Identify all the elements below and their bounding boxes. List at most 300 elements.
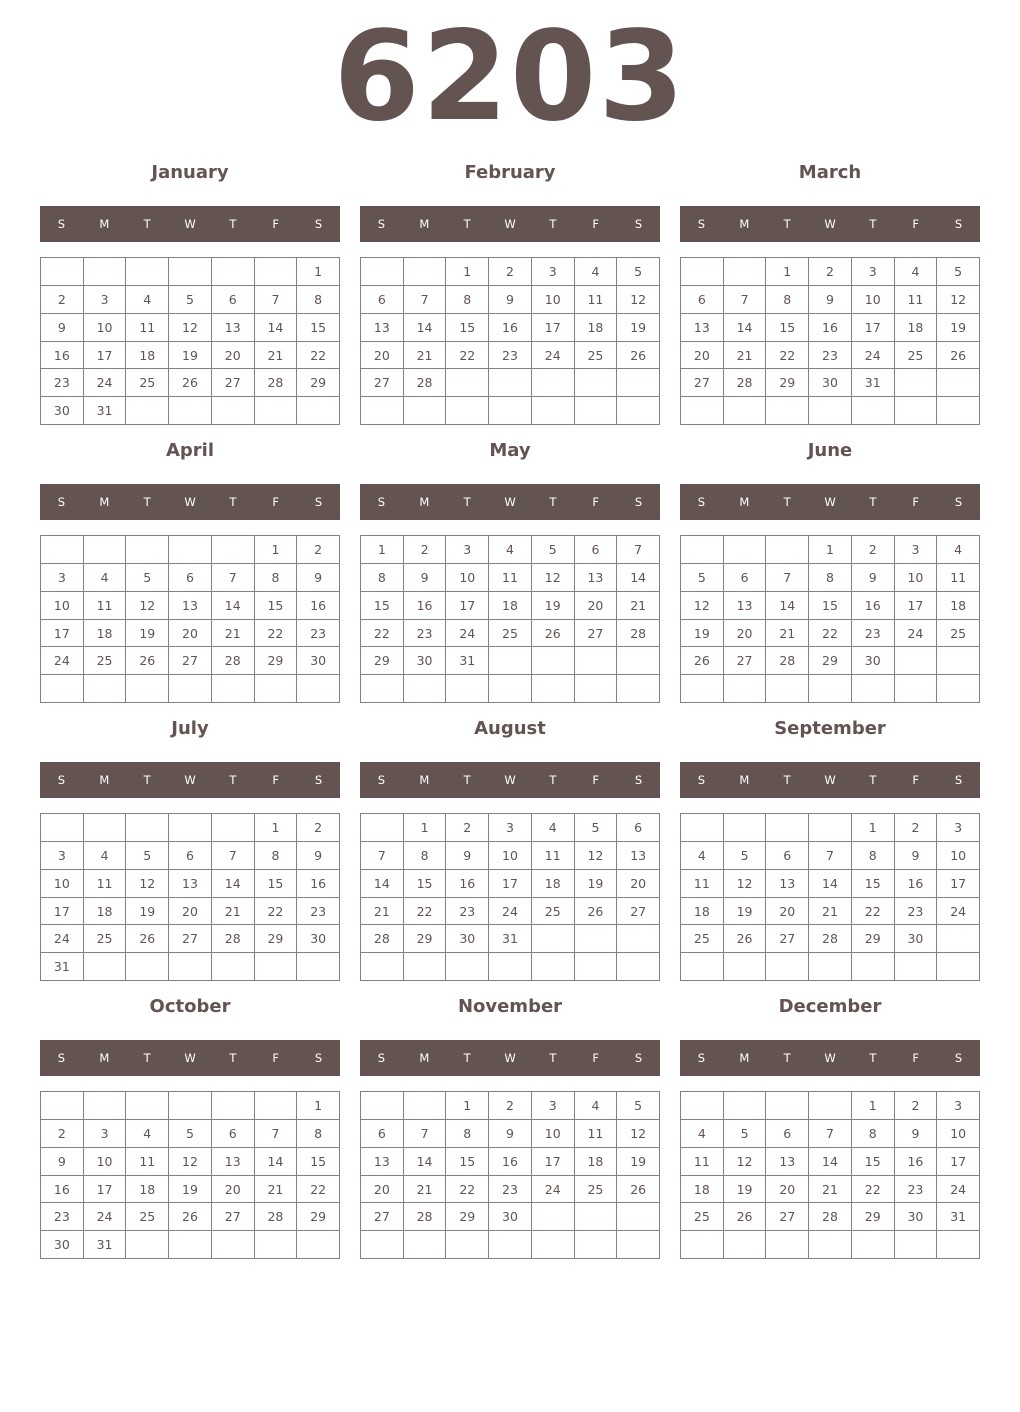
day-cell: 24 <box>84 1203 127 1231</box>
weekday-header <box>360 206 660 242</box>
day-cell: 17 <box>852 314 895 342</box>
day-cell <box>724 1231 767 1259</box>
day-cell: 19 <box>126 620 169 648</box>
day-cell: 6 <box>575 536 618 564</box>
day-cell <box>446 675 489 703</box>
day-cell <box>681 814 724 842</box>
day-cell: 2 <box>41 1120 84 1148</box>
day-cell: 9 <box>489 286 532 314</box>
day-cell: 20 <box>169 898 212 926</box>
day-cell <box>895 953 938 981</box>
day-cell <box>937 953 980 981</box>
weekday-header <box>680 1040 980 1076</box>
weekday-label: T <box>463 1051 471 1065</box>
day-cell: 11 <box>126 1148 169 1176</box>
day-cell: 8 <box>446 286 489 314</box>
days-grid <box>680 813 980 981</box>
weekday-label: S <box>377 495 386 509</box>
weekday-label: W <box>504 1051 516 1065</box>
day-cell: 25 <box>681 1203 724 1231</box>
weekday-label: M <box>99 1051 110 1065</box>
month-name: November <box>457 996 563 1017</box>
day-cell: 25 <box>575 342 618 370</box>
day-cell <box>126 1092 169 1120</box>
day-cell: 9 <box>41 314 84 342</box>
day-cell: 23 <box>489 342 532 370</box>
day-cell: 23 <box>297 898 340 926</box>
day-cell <box>404 675 447 703</box>
weekday-label: S <box>954 1051 963 1065</box>
day-cell: 13 <box>617 842 660 870</box>
day-cell: 14 <box>404 1148 447 1176</box>
weekday-header <box>680 206 980 242</box>
day-cell <box>681 258 724 286</box>
day-cell <box>41 675 84 703</box>
day-cell <box>617 1203 660 1231</box>
day-cell: 13 <box>169 870 212 898</box>
day-cell: 18 <box>532 870 575 898</box>
day-cell: 12 <box>126 870 169 898</box>
day-cell: 12 <box>617 286 660 314</box>
day-cell: 20 <box>361 1176 404 1204</box>
day-cell: 8 <box>404 842 447 870</box>
weekday-label: T <box>229 1051 237 1065</box>
weekday-label: F <box>272 217 280 231</box>
day-cell: 21 <box>404 1176 447 1204</box>
weekday-label: F <box>272 495 280 509</box>
day-cell: 25 <box>575 1176 618 1204</box>
day-cell: 13 <box>361 314 404 342</box>
day-cell: 5 <box>724 1120 767 1148</box>
day-cell: 1 <box>297 258 340 286</box>
weekday-label: S <box>314 1051 323 1065</box>
weekday-label: T <box>463 773 471 787</box>
day-cell: 2 <box>895 1092 938 1120</box>
day-cell: 2 <box>489 258 532 286</box>
day-cell: 13 <box>766 870 809 898</box>
day-cell: 28 <box>809 925 852 953</box>
day-cell <box>361 397 404 425</box>
day-cell: 24 <box>532 1176 575 1204</box>
day-cell: 20 <box>766 1176 809 1204</box>
weekday-label: F <box>912 773 920 787</box>
day-cell <box>532 647 575 675</box>
day-cell <box>169 814 212 842</box>
day-cell: 13 <box>361 1148 404 1176</box>
day-cell: 8 <box>255 564 298 592</box>
day-cell: 22 <box>404 898 447 926</box>
day-cell: 22 <box>361 620 404 648</box>
day-cell <box>255 953 298 981</box>
day-cell: 11 <box>532 842 575 870</box>
day-cell <box>84 258 127 286</box>
day-cell: 27 <box>766 925 809 953</box>
day-cell: 2 <box>297 536 340 564</box>
day-cell: 5 <box>937 258 980 286</box>
day-cell: 5 <box>126 564 169 592</box>
weekday-label: F <box>592 495 600 509</box>
weekday-label: T <box>463 217 471 231</box>
day-cell: 2 <box>895 814 938 842</box>
day-cell <box>766 536 809 564</box>
day-cell: 7 <box>212 842 255 870</box>
day-cell <box>937 675 980 703</box>
day-cell: 5 <box>681 564 724 592</box>
day-cell: 22 <box>446 342 489 370</box>
day-cell: 22 <box>297 1176 340 1204</box>
day-cell <box>169 1092 212 1120</box>
day-cell <box>575 1203 618 1231</box>
day-cell: 14 <box>809 1148 852 1176</box>
day-cell: 15 <box>852 1148 895 1176</box>
day-cell: 10 <box>532 1120 575 1148</box>
day-cell: 23 <box>446 898 489 926</box>
day-cell: 18 <box>575 1148 618 1176</box>
day-cell <box>489 647 532 675</box>
day-cell: 8 <box>852 842 895 870</box>
day-cell <box>84 814 127 842</box>
day-cell: 20 <box>617 870 660 898</box>
day-cell: 12 <box>532 564 575 592</box>
weekday-label: S <box>57 773 66 787</box>
day-cell <box>532 397 575 425</box>
days-grid <box>40 813 340 981</box>
day-cell <box>84 953 127 981</box>
day-cell: 19 <box>617 1148 660 1176</box>
day-cell: 23 <box>895 1176 938 1204</box>
day-cell: 28 <box>212 925 255 953</box>
day-cell <box>724 258 767 286</box>
day-cell <box>446 369 489 397</box>
day-cell <box>532 953 575 981</box>
day-cell <box>489 953 532 981</box>
day-cell <box>404 1231 447 1259</box>
month-name: August <box>474 718 546 739</box>
day-cell: 27 <box>169 925 212 953</box>
day-cell: 9 <box>489 1120 532 1148</box>
day-cell: 13 <box>724 592 767 620</box>
day-cell: 2 <box>404 536 447 564</box>
day-cell: 24 <box>852 342 895 370</box>
day-cell: 29 <box>255 647 298 675</box>
day-cell: 31 <box>937 1203 980 1231</box>
weekday-label: S <box>57 217 66 231</box>
day-cell: 23 <box>404 620 447 648</box>
month-name: January <box>151 162 229 183</box>
day-cell: 21 <box>404 342 447 370</box>
day-cell: 14 <box>255 1148 298 1176</box>
day-cell <box>255 1231 298 1259</box>
day-cell: 15 <box>404 870 447 898</box>
day-cell: 21 <box>724 342 767 370</box>
day-cell: 30 <box>489 1203 532 1231</box>
day-cell: 13 <box>169 592 212 620</box>
weekday-label: M <box>739 1051 750 1065</box>
day-cell: 23 <box>489 1176 532 1204</box>
day-cell: 4 <box>489 536 532 564</box>
day-cell: 6 <box>169 564 212 592</box>
weekday-label: W <box>504 217 516 231</box>
weekday-label: W <box>824 495 836 509</box>
day-cell: 11 <box>489 564 532 592</box>
day-cell: 24 <box>446 620 489 648</box>
day-cell: 28 <box>212 647 255 675</box>
weekday-label: S <box>634 1051 643 1065</box>
day-cell: 15 <box>766 314 809 342</box>
day-cell: 18 <box>937 592 980 620</box>
days-grid <box>40 535 340 703</box>
day-cell <box>766 1231 809 1259</box>
weekday-label: W <box>504 495 516 509</box>
day-cell: 24 <box>895 620 938 648</box>
day-cell: 26 <box>169 369 212 397</box>
day-cell <box>852 953 895 981</box>
day-cell: 28 <box>255 1203 298 1231</box>
day-cell <box>404 258 447 286</box>
day-cell: 24 <box>489 898 532 926</box>
day-cell <box>681 1231 724 1259</box>
day-cell <box>809 1231 852 1259</box>
day-cell <box>404 953 447 981</box>
day-cell: 7 <box>724 286 767 314</box>
day-cell: 26 <box>937 342 980 370</box>
day-cell: 8 <box>852 1120 895 1148</box>
day-cell: 5 <box>724 842 767 870</box>
day-cell: 4 <box>126 286 169 314</box>
month-name: March <box>798 162 862 183</box>
day-cell: 3 <box>84 286 127 314</box>
day-cell: 30 <box>297 647 340 675</box>
day-cell: 1 <box>446 258 489 286</box>
weekday-label: F <box>912 495 920 509</box>
day-cell: 4 <box>532 814 575 842</box>
day-cell: 12 <box>126 592 169 620</box>
day-cell <box>724 814 767 842</box>
day-cell <box>937 925 980 953</box>
month-name: June <box>807 440 853 461</box>
day-cell: 6 <box>724 564 767 592</box>
day-cell <box>895 675 938 703</box>
day-cell: 13 <box>212 314 255 342</box>
day-cell: 7 <box>212 564 255 592</box>
day-cell: 13 <box>575 564 618 592</box>
weekday-label: T <box>783 1051 791 1065</box>
day-cell <box>937 397 980 425</box>
weekday-label: M <box>419 773 430 787</box>
weekday-label: S <box>697 217 706 231</box>
day-cell: 26 <box>169 1203 212 1231</box>
day-cell: 6 <box>361 1120 404 1148</box>
day-cell: 30 <box>404 647 447 675</box>
day-cell <box>489 397 532 425</box>
day-cell: 23 <box>895 898 938 926</box>
day-cell: 11 <box>575 1120 618 1148</box>
day-cell: 29 <box>766 369 809 397</box>
day-cell <box>532 369 575 397</box>
day-cell: 11 <box>681 870 724 898</box>
day-cell <box>169 536 212 564</box>
day-cell <box>41 814 84 842</box>
day-cell: 19 <box>937 314 980 342</box>
day-cell: 7 <box>255 1120 298 1148</box>
day-cell: 7 <box>361 842 404 870</box>
day-cell <box>361 675 404 703</box>
day-cell: 21 <box>617 592 660 620</box>
day-cell: 23 <box>809 342 852 370</box>
weekday-label: M <box>99 495 110 509</box>
day-cell: 28 <box>404 1203 447 1231</box>
weekday-label: M <box>419 1051 430 1065</box>
day-cell: 17 <box>937 870 980 898</box>
day-cell: 29 <box>852 925 895 953</box>
day-cell: 23 <box>41 369 84 397</box>
weekday-label: W <box>824 217 836 231</box>
weekday-label: M <box>419 495 430 509</box>
day-cell: 22 <box>852 898 895 926</box>
day-cell: 7 <box>809 1120 852 1148</box>
day-cell: 12 <box>169 314 212 342</box>
weekday-label: T <box>869 773 877 787</box>
day-cell: 17 <box>84 342 127 370</box>
day-cell: 18 <box>895 314 938 342</box>
day-cell: 16 <box>895 870 938 898</box>
day-cell: 19 <box>169 342 212 370</box>
day-cell: 2 <box>809 258 852 286</box>
day-cell <box>446 1231 489 1259</box>
day-cell: 30 <box>41 1231 84 1259</box>
weekday-header <box>40 484 340 520</box>
day-cell <box>724 675 767 703</box>
day-cell <box>575 925 618 953</box>
day-cell: 28 <box>255 369 298 397</box>
day-cell: 14 <box>724 314 767 342</box>
weekday-label: F <box>912 217 920 231</box>
day-cell: 19 <box>617 314 660 342</box>
day-cell: 18 <box>84 620 127 648</box>
day-cell <box>852 675 895 703</box>
day-cell: 14 <box>809 870 852 898</box>
day-cell: 18 <box>489 592 532 620</box>
day-cell: 20 <box>361 342 404 370</box>
weekday-label: S <box>314 217 323 231</box>
day-cell: 22 <box>255 620 298 648</box>
day-cell <box>766 675 809 703</box>
day-cell: 12 <box>169 1148 212 1176</box>
weekday-label: S <box>954 495 963 509</box>
day-cell <box>724 953 767 981</box>
day-cell: 16 <box>446 870 489 898</box>
day-cell: 20 <box>575 592 618 620</box>
weekday-label: T <box>143 495 151 509</box>
day-cell: 15 <box>297 1148 340 1176</box>
day-cell: 14 <box>212 592 255 620</box>
weekday-label: T <box>143 217 151 231</box>
day-cell: 25 <box>937 620 980 648</box>
day-cell <box>126 397 169 425</box>
weekday-label: S <box>634 495 643 509</box>
day-cell: 16 <box>852 592 895 620</box>
day-cell <box>126 675 169 703</box>
day-cell: 25 <box>532 898 575 926</box>
day-cell <box>895 397 938 425</box>
day-cell: 14 <box>255 314 298 342</box>
day-cell: 17 <box>895 592 938 620</box>
day-cell <box>297 675 340 703</box>
day-cell: 4 <box>575 258 618 286</box>
day-cell <box>169 675 212 703</box>
day-cell: 10 <box>41 870 84 898</box>
day-cell: 25 <box>84 647 127 675</box>
day-cell <box>681 675 724 703</box>
day-cell: 26 <box>681 647 724 675</box>
day-cell: 27 <box>212 1203 255 1231</box>
day-cell: 21 <box>766 620 809 648</box>
day-cell: 3 <box>532 258 575 286</box>
day-cell: 21 <box>212 898 255 926</box>
day-cell: 7 <box>809 842 852 870</box>
day-cell: 19 <box>681 620 724 648</box>
weekday-label: S <box>377 1051 386 1065</box>
weekday-label: S <box>57 495 66 509</box>
day-cell: 4 <box>681 842 724 870</box>
day-cell: 3 <box>937 1092 980 1120</box>
day-cell: 18 <box>681 1176 724 1204</box>
day-cell: 10 <box>937 1120 980 1148</box>
day-cell <box>361 258 404 286</box>
day-cell: 19 <box>724 1176 767 1204</box>
day-cell <box>255 1092 298 1120</box>
day-cell: 4 <box>126 1120 169 1148</box>
day-cell: 16 <box>41 1176 84 1204</box>
day-cell: 20 <box>212 1176 255 1204</box>
day-cell: 9 <box>297 842 340 870</box>
day-cell <box>809 953 852 981</box>
weekday-header <box>40 1040 340 1076</box>
day-cell: 3 <box>84 1120 127 1148</box>
day-cell <box>937 369 980 397</box>
day-cell <box>617 1231 660 1259</box>
day-cell: 9 <box>852 564 895 592</box>
day-cell: 19 <box>532 592 575 620</box>
day-cell <box>404 1092 447 1120</box>
day-cell: 2 <box>489 1092 532 1120</box>
day-cell: 4 <box>937 536 980 564</box>
day-cell <box>446 953 489 981</box>
weekday-label: S <box>697 495 706 509</box>
day-cell <box>895 1231 938 1259</box>
day-cell: 29 <box>297 369 340 397</box>
day-cell: 30 <box>895 1203 938 1231</box>
day-cell <box>724 536 767 564</box>
day-cell: 23 <box>297 620 340 648</box>
day-cell: 26 <box>126 925 169 953</box>
day-cell: 20 <box>212 342 255 370</box>
weekday-label: W <box>184 773 196 787</box>
day-cell: 28 <box>361 925 404 953</box>
day-cell <box>212 675 255 703</box>
weekday-label: F <box>912 1051 920 1065</box>
weekday-label: T <box>143 1051 151 1065</box>
day-cell: 29 <box>446 1203 489 1231</box>
day-cell: 1 <box>446 1092 489 1120</box>
days-grid <box>680 535 980 703</box>
day-cell <box>489 369 532 397</box>
day-cell: 27 <box>361 369 404 397</box>
day-cell: 27 <box>617 898 660 926</box>
day-cell <box>126 536 169 564</box>
day-cell <box>575 647 618 675</box>
day-cell: 15 <box>852 870 895 898</box>
